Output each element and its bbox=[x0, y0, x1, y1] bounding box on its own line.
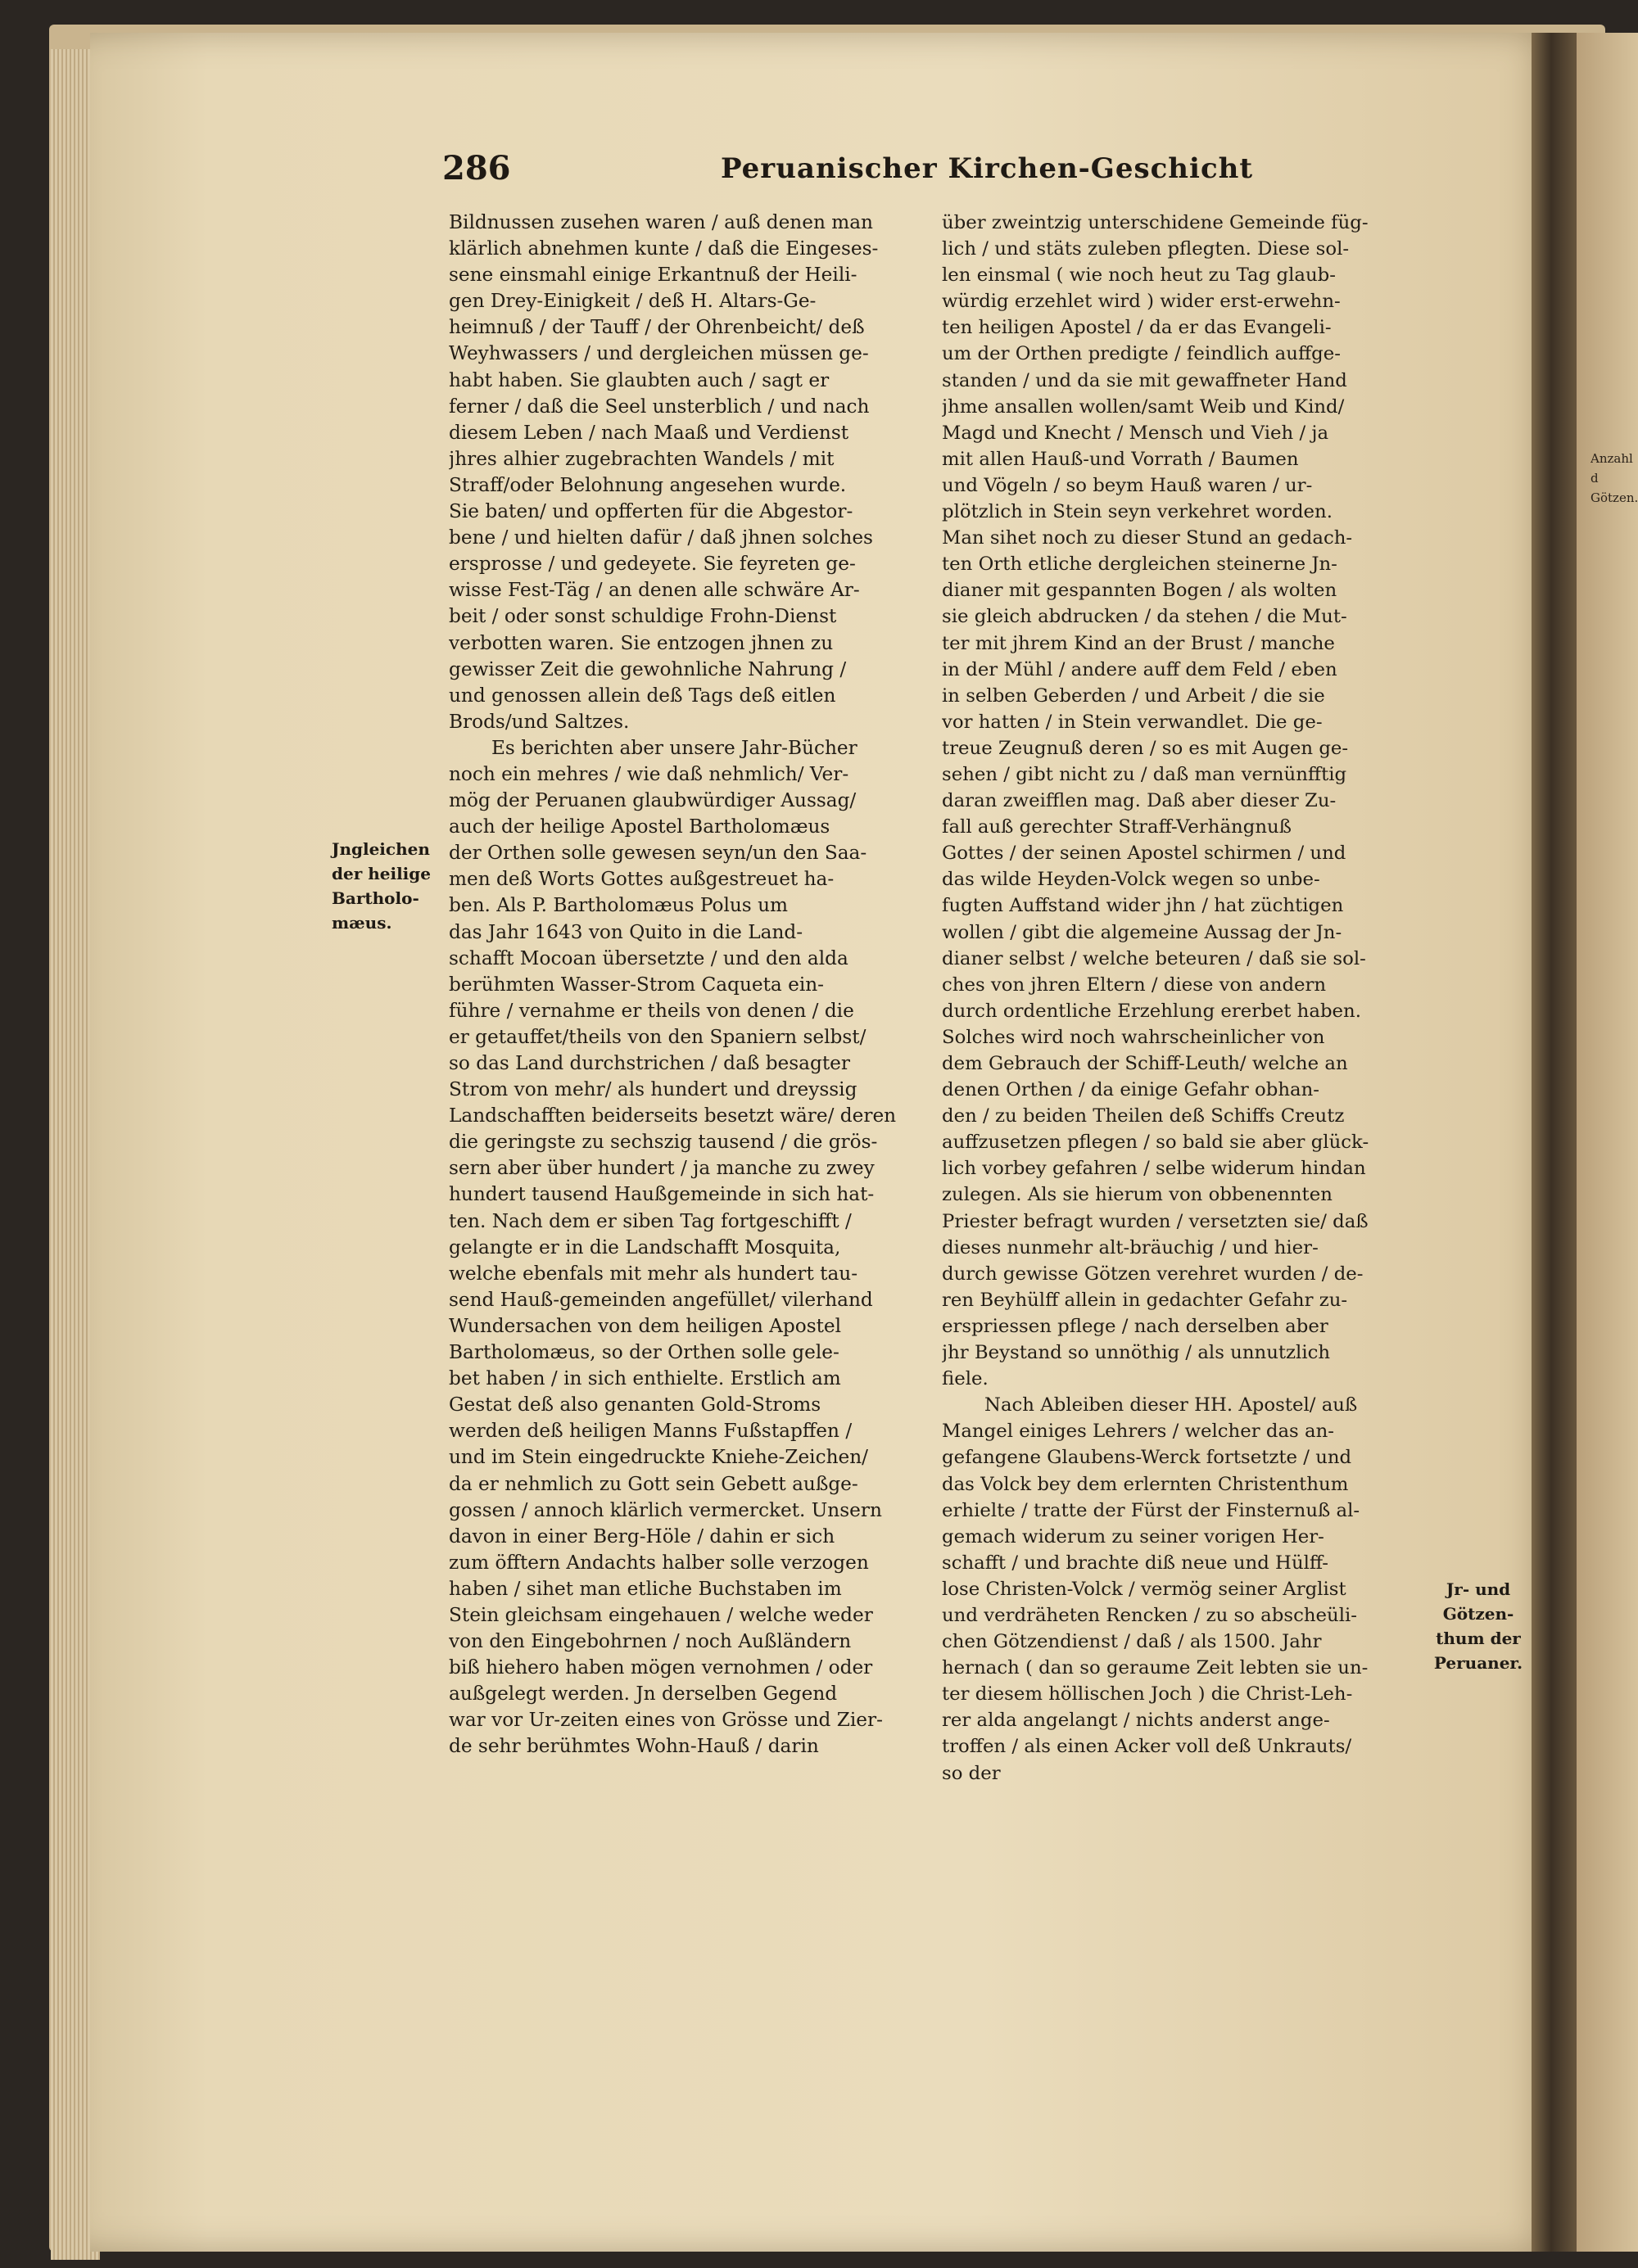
text-line: heimnuß / der Tauff / der Ohrenbeicht/ deß bbox=[449, 316, 865, 339]
text-line: ersprosse / und gedeyete. Sie feyreten ge- bbox=[449, 553, 856, 576]
text-line: lich / und stäts zuleben pflegten. Diese sol- bbox=[942, 238, 1350, 260]
text-line: dianer selbst / welche beteuren / daß sie sol- bbox=[942, 947, 1366, 969]
text-line: vor hatten / in Stein verwandlet. Die ge- bbox=[942, 711, 1323, 733]
text-line: dem Gebrauch der Schiff-Leuth/ welche an bbox=[942, 1053, 1348, 1074]
text-line: jhr Beystand so unnöthig / als unnutzlich bbox=[942, 1342, 1331, 1364]
text-line: werden deß heiligen Manns Fußstapffen / bbox=[449, 1420, 853, 1443]
text-line: ter mit jhrem Kind an der Brust / manche bbox=[942, 632, 1335, 654]
text-line: habt haben. Sie glaubten auch / sagt er bbox=[449, 368, 830, 391]
text-line: wollen / gibt die algemeine Aussag der Jn- bbox=[942, 921, 1342, 943]
next-page-edge bbox=[1577, 33, 1638, 2252]
text-line: über zweintzig unterschidene Gemeinde füg- bbox=[942, 212, 1369, 233]
text-line: treue Zeugnuß deren / so es mit Augen ge- bbox=[942, 737, 1349, 759]
text-line: de sehr berühmtes Wohn-Hauß / darin bbox=[449, 1735, 819, 1758]
text-line: das Jahr 1643 von Quito in die Land- bbox=[449, 920, 803, 943]
text-line: Gottes / der seinen Apostel schirmen / und bbox=[942, 843, 1346, 865]
text-line: ches von jhren Eltern / diese von andern bbox=[942, 974, 1327, 996]
text-line: so der bbox=[942, 1762, 1001, 1784]
text-line: send Hauß-gemeinden angefüllet/ vilerhand bbox=[449, 1288, 873, 1311]
text-line: chen Götzendienst / daß / als 1500. Jahr bbox=[942, 1631, 1322, 1653]
text-line: Brods/und Saltzes. bbox=[449, 710, 630, 733]
text-line: sern aber über hundert / ja manche zu zwey bbox=[449, 1157, 875, 1180]
text-line: Straff/oder Belohnung angesehen wurde. bbox=[449, 473, 847, 496]
text-line: Priester befragt wurden / versetzten sie/ daß bbox=[942, 1210, 1369, 1232]
text-line: Es berichten aber unsere Jahr-Bücher bbox=[491, 736, 857, 759]
text-line: zulegen. Als sie hierum von obbenennten bbox=[942, 1184, 1333, 1206]
text-line: durch ordentliche Erzehlung ererbet haben. bbox=[942, 1000, 1361, 1022]
text-line: sehen / gibt nicht zu / daß man vernünfftig bbox=[942, 763, 1347, 785]
text-line: war vor Ur-zeiten eines von Grösse und Zier- bbox=[449, 1709, 883, 1732]
text-line: lose Christen-Volck / vermög seiner Arglist bbox=[942, 1578, 1346, 1600]
margin-note-idolatry: Jr- und Götzen- thum der Peruaner. bbox=[1433, 1579, 1523, 1673]
text-line: berühmten Wasser-Strom Caqueta ein- bbox=[449, 973, 825, 996]
text-line: jhme ansallen wollen/samt Weib und Kind/ bbox=[942, 395, 1345, 418]
text-line: standen / und da sie mit gewaffneter Hand bbox=[942, 369, 1347, 391]
text-line: Weyhwassers / und dergleichen müssen ge- bbox=[449, 342, 869, 365]
text-line: ten. Nach dem er siben Tag fortgeschifft / bbox=[449, 1209, 852, 1232]
text-line: schafft / und brachte diß neue und Hülff- bbox=[942, 1552, 1329, 1574]
text-line: den / zu beiden Theilen deß Schiffs Creutz bbox=[942, 1105, 1345, 1127]
text-line: er getauffet/theils von den Spaniern selbst/ bbox=[449, 1025, 867, 1048]
text-line: mög der Peruanen glaubwürdiger Aussag/ bbox=[449, 789, 857, 812]
text-line: plötzlich in Stein seyn verkehret worden. bbox=[942, 501, 1333, 523]
text-line: biß hiehero haben mögen vernohmen / oder bbox=[449, 1656, 873, 1679]
text-line: Solches wird noch wahrscheinlicher von bbox=[942, 1026, 1325, 1048]
text-line: bene / und hielten dafür / daß jhnen solches bbox=[449, 526, 873, 549]
text-line: in selben Geberden / und Arbeit / die sie bbox=[942, 684, 1325, 707]
text-line: so das Land durchstrichen / daß besagter bbox=[449, 1052, 850, 1074]
text-line: gewisser Zeit die gewohnliche Nahrung / bbox=[449, 657, 847, 680]
text-line: und genossen allein deß Tags deß eitlen bbox=[449, 684, 836, 707]
text-line: erspriessen pflege / nach derselben aber bbox=[942, 1315, 1328, 1337]
text-line: mit allen Hauß-und Vorrath / Baumen bbox=[942, 448, 1299, 470]
text-line: rer alda angelangt / nichts anderst ange- bbox=[942, 1710, 1330, 1732]
text-line: hernach ( dan so geraume Zeit lebten sie un- bbox=[942, 1657, 1369, 1679]
text-column-right bbox=[942, 210, 1421, 1787]
text-line: denen Orthen / da einige Gefahr obhan- bbox=[942, 1079, 1320, 1101]
gutter bbox=[1532, 33, 1581, 2252]
text-line: um der Orthen predigte / feindlich auffge- bbox=[942, 343, 1341, 365]
text-line: Wundersachen von dem heiligen Apostel bbox=[449, 1314, 842, 1337]
text-line: die geringste zu sechszig tausend / die grös- bbox=[449, 1131, 878, 1154]
text-line: jhres alhier zugebrachten Wandels / mit bbox=[449, 447, 835, 470]
text-line: fiele. bbox=[942, 1368, 989, 1390]
text-line: auch der heilige Apostel Bartholomæus bbox=[449, 815, 830, 838]
next-page-margin-note: Anzahl d Götzen. bbox=[1590, 451, 1638, 505]
text-line: Landschafften beiderseits besetzt wäre/ deren bbox=[449, 1105, 897, 1127]
text-line: gemach widerum zu seiner vorigen Her- bbox=[942, 1525, 1324, 1547]
text-line: zum öfftern Andachts halber solle verzogen bbox=[449, 1551, 869, 1574]
text-line: daran zweifflen mag. Daß aber dieser Zu- bbox=[942, 790, 1337, 812]
text-line: welche ebenfals mit mehr als hundert tau- bbox=[449, 1262, 858, 1285]
text-line: auffzusetzen pflegen / so bald sie aber glück- bbox=[942, 1132, 1369, 1154]
text-line: dieses nunmehr alt-bräuchig / und hier- bbox=[942, 1236, 1319, 1258]
text-line: haben / sihet man etliche Buchstaben im bbox=[449, 1577, 842, 1600]
text-line: sene einsmahl einige Erkantnuß der Heili- bbox=[449, 264, 857, 287]
running-title: Peruanischer Kirchen-Geschicht bbox=[721, 152, 1254, 185]
text-line: Stein gleichsam eingehauen / welche weder bbox=[449, 1603, 873, 1626]
text-line: gossen / annoch klärlich vermercket. Unsern bbox=[449, 1498, 882, 1521]
text-line: fall auß gerechter Straff-Verhängnuß bbox=[942, 816, 1292, 838]
text-line: troffen / als einen Acker voll deß Unkrauts/ bbox=[942, 1736, 1352, 1758]
text-line: durch gewisse Götzen verehret wurden / de- bbox=[942, 1263, 1364, 1285]
text-line: Bartholomæus, so der Orthen solle gele- bbox=[449, 1341, 839, 1364]
text-line: Mangel einiges Lehrers / welcher das an- bbox=[942, 1421, 1334, 1443]
text-line: hundert tausend Haußgemeinde in sich hat- bbox=[449, 1183, 875, 1206]
text-line: gefangene Glaubens-Werck fortsetzte / und bbox=[942, 1447, 1352, 1469]
text-line: noch ein mehres / wie daß nehmlich/ Ver- bbox=[449, 762, 849, 785]
text-line: schafft Mocoan übersetzte / und den alda bbox=[449, 947, 848, 969]
text-line: Sie baten/ und opfferten für die Abgestor- bbox=[449, 500, 853, 523]
page-number: 286 bbox=[442, 149, 511, 187]
text-line: würdig erzehlet wird ) wider erst-erwehn- bbox=[942, 291, 1341, 313]
text-line: gelangte er in die Landschafft Mosquita, bbox=[449, 1236, 841, 1258]
text-line: dianer mit gespannten Bogen / als wolten bbox=[942, 580, 1337, 602]
text-line: das wilde Heyden-Volck wegen so unbe- bbox=[942, 869, 1320, 891]
text-line: sie gleich abdrucken / da stehen / die Mut- bbox=[942, 606, 1347, 628]
text-line: Strom von mehr/ als hundert und dreyssig bbox=[449, 1078, 857, 1101]
text-line: und verdräheten Rencken / zu so abscheüli- bbox=[942, 1604, 1357, 1626]
text-line: und Vögeln / so beym Hauß waren / ur- bbox=[942, 474, 1313, 496]
text-line: ter diesem höllischen Joch ) die Christ-Leh- bbox=[942, 1683, 1353, 1706]
text-line: das Volck bey dem erlernten Christenthum bbox=[942, 1473, 1349, 1495]
text-line: Nach Ableiben dieser HH. Apostel/ auß bbox=[984, 1394, 1358, 1416]
text-line: ferner / daß die Seel unsterblich / und nach bbox=[449, 395, 870, 418]
text-line: len einsmal ( wie noch heut zu Tag glaub- bbox=[942, 264, 1336, 287]
text-line: der Orthen solle gewesen seyn/un den Saa- bbox=[449, 842, 867, 865]
text-line: diesem Leben / nach Maaß und Verdienst bbox=[449, 421, 849, 444]
text-line: in der Mühl / andere auff dem Feld / eben bbox=[942, 658, 1337, 680]
text-line: fugten Auffstand wider jhn / hat züchtigen bbox=[942, 895, 1344, 917]
text-line: führe / vernahme er theils von denen / die bbox=[449, 999, 854, 1022]
text-line: lich vorbey gefahren / selbe widerum hindan bbox=[942, 1158, 1366, 1180]
text-line: davon in einer Berg-Höle / dahin er sich bbox=[449, 1525, 835, 1547]
page-header bbox=[442, 149, 1425, 190]
text-line: da er nehmlich zu Gott sein Gebett außge- bbox=[449, 1472, 858, 1495]
text-line: wisse Fest-Täg / an denen alle schwäre Ar- bbox=[449, 579, 860, 602]
text-line: Gestat deß also genanten Gold-Stroms bbox=[449, 1394, 821, 1416]
text-line: ten heiligen Apostel / da er das Evangeli- bbox=[942, 317, 1332, 339]
text-line: klärlich abnehmen kunte / daß die Eingeses- bbox=[449, 237, 879, 260]
text-line: ten Orth etliche dergleichen steinerne Jn- bbox=[942, 553, 1337, 576]
text-line: men deß Worts Gottes außgestreuet ha- bbox=[449, 868, 835, 891]
text-line: beit / oder sonst schuldige Frohn-Dienst bbox=[449, 605, 837, 628]
text-line: bet haben / in sich enthielte. Erstlich am bbox=[449, 1367, 841, 1390]
text-line: von den Eingebohrnen / noch Außländern bbox=[449, 1630, 852, 1653]
text-line: Bildnussen zusehen waren / auß denen man bbox=[449, 211, 873, 233]
text-line: verbotten waren. Sie entzogen jhnen zu bbox=[449, 631, 834, 654]
text-line: gen Drey-Einigkeit / deß H. Altars-Ge- bbox=[449, 290, 817, 313]
text-line: ben. Als P. Bartholomæus Polus um bbox=[449, 894, 788, 917]
text-line: Man sihet noch zu dieser Stund an gedach- bbox=[942, 527, 1353, 549]
text-line: außgelegt werden. Jn derselben Gegend bbox=[449, 1683, 838, 1706]
text-line: Magd und Knecht / Mensch und Vieh / ja bbox=[942, 422, 1329, 444]
text-column-left bbox=[449, 210, 932, 1760]
text-line: erhielte / tratte der Fürst der Finsternuß al- bbox=[942, 1499, 1360, 1521]
text-line: ren Beyhülff allein in gedachter Gefahr zu- bbox=[942, 1289, 1348, 1311]
text-line: und im Stein eingedruckte Kniehe-Zeichen/ bbox=[449, 1446, 868, 1469]
margin-note-bartholomaeus: Jngleichen der heilige Bartholo- mæus. bbox=[332, 839, 431, 933]
